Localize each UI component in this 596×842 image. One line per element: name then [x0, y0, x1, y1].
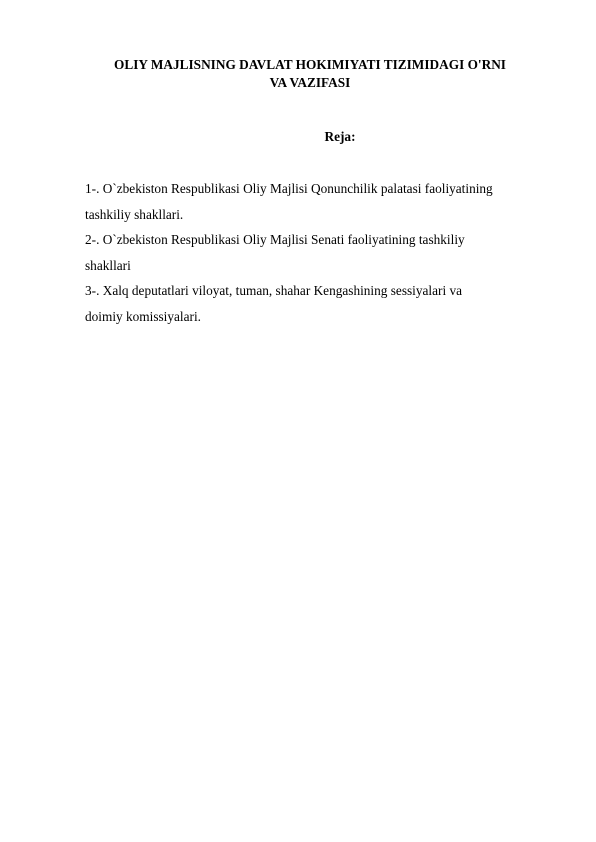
plan-item-3-line-1: 3-. Xalq deputatlari viloyat, tuman, shahar Kengashining sessiyalari va [85, 283, 463, 298]
plan-heading: Reja: [324, 129, 356, 144]
plan-item-2-line-1: 2-. O`zbekiston Respublikasi Oliy Majlisi Senati faoliyatining tashkiliy [85, 232, 465, 247]
plan-item-1-line-2: tashkiliy shakllari. [85, 206, 184, 222]
plan-item-2-line-2: shakllari [85, 257, 131, 273]
plan-item-1-line-1: 1-. O`zbekiston Respublikasi Oliy Majlisi Qonunchilik palatasi faoliyatining [85, 181, 493, 196]
document-title-line-1: OLIY MAJLISNING DAVLAT HOKIMIYATI TIZIMIDAGI O'RNI [114, 57, 506, 72]
plan-item-3-line-2: doimiy komissiyalari. [85, 308, 201, 324]
plan-list [85, 176, 555, 329]
document-title-line-2: VA VAZIFASI [269, 75, 351, 90]
